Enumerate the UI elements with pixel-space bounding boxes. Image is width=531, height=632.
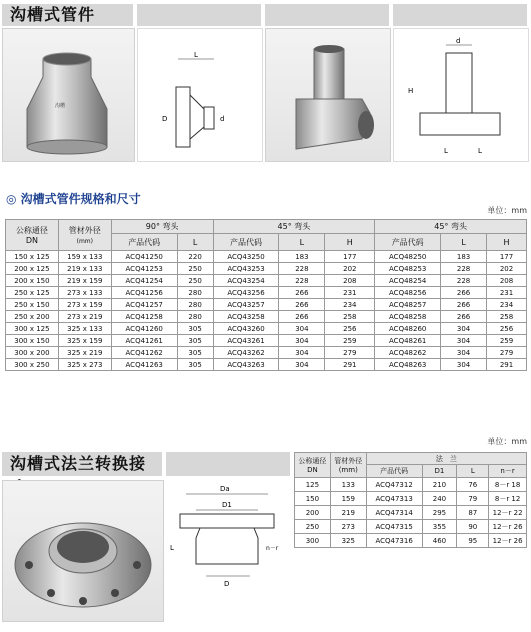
table-cell: ACQ48263	[375, 359, 441, 371]
table-cell: 240	[422, 492, 457, 506]
table-row	[6, 359, 527, 371]
column-header: 产品代码	[213, 234, 279, 251]
table-cell: 125	[295, 478, 331, 492]
table-cell: 300	[295, 534, 331, 548]
table-cell: 210	[422, 478, 457, 492]
flange-diagram	[166, 480, 290, 620]
table-row	[6, 263, 527, 275]
table-cell: ACQ41254	[111, 275, 177, 287]
table-cell: 177	[325, 251, 375, 263]
table-cell: ACQ48257	[375, 299, 441, 311]
column-header: L	[279, 234, 325, 251]
table-cell: 300 x 250	[6, 359, 59, 371]
D-label: D	[224, 580, 230, 588]
table-cell: 304	[441, 335, 487, 347]
section2-title: 沟槽式法兰转换接	[10, 454, 147, 473]
table-cell: 304	[279, 323, 325, 335]
table-cell: 266	[279, 299, 325, 311]
table-cell: 183	[441, 251, 487, 263]
table-cell: 76	[457, 478, 489, 492]
tee-L-label: L	[444, 147, 448, 155]
table-row	[6, 275, 527, 287]
column-header: 产品代码	[375, 234, 441, 251]
table-cell: 266	[279, 287, 325, 299]
flange-group-header: 法 兰	[366, 453, 526, 465]
table-cell: 266	[441, 311, 487, 323]
table-cell: 279	[325, 347, 375, 359]
table-cell: ACQ48250	[375, 251, 441, 263]
table-cell: 8－r 18	[489, 478, 527, 492]
table-cell: 228	[441, 275, 487, 287]
tee-d-label: d	[456, 37, 461, 45]
table-cell: ACQ43263	[213, 359, 279, 371]
table-cell: 79	[457, 492, 489, 506]
L-label: L	[170, 544, 174, 552]
table-cell: ACQ41261	[111, 335, 177, 347]
table-cell: 259	[325, 335, 375, 347]
reducer-d-label: d	[220, 115, 225, 123]
table-cell: 219 x 133	[58, 263, 111, 275]
tee-diagram-panel	[393, 28, 529, 162]
tee-L2-label: L	[478, 147, 482, 155]
section2-header-bar	[2, 452, 162, 476]
table-cell: 305	[177, 359, 213, 371]
table-cell: 12－r 26	[489, 520, 527, 534]
column-header: D1	[422, 465, 457, 478]
table-row	[6, 251, 527, 263]
table-cell: 177	[487, 251, 527, 263]
table-cell: 305	[177, 347, 213, 359]
table-cell: 304	[279, 347, 325, 359]
photo-stamp: 沟槽	[55, 103, 66, 109]
table-cell: ACQ43254	[213, 275, 279, 287]
table-cell: 280	[177, 311, 213, 323]
table-cell: 250 x 125	[6, 287, 59, 299]
table-cell: ACQ43258	[213, 311, 279, 323]
fittings-table	[5, 219, 527, 371]
table-cell: 159 x 133	[58, 251, 111, 263]
unit-label-2: 单位：mm	[487, 437, 527, 446]
tee-H-label: H	[408, 87, 414, 95]
table-row	[6, 287, 527, 299]
column-header: n－r	[489, 465, 527, 478]
table-cell: 304	[279, 335, 325, 347]
reducer-diagram-panel	[137, 28, 263, 162]
table-cell: 325 x 219	[58, 347, 111, 359]
table-cell: 325 x 133	[58, 323, 111, 335]
table-cell: 219 x 159	[58, 275, 111, 287]
table-cell: 258	[487, 311, 527, 323]
table-cell: ACQ43257	[213, 299, 279, 311]
table-cell: ACQ43253	[213, 263, 279, 275]
table-cell: 300 x 150	[6, 335, 59, 347]
spec-title	[6, 190, 141, 207]
table-cell: 256	[487, 323, 527, 335]
table-cell: 90	[457, 520, 489, 534]
table-row	[295, 534, 527, 548]
table-cell: 305	[177, 323, 213, 335]
table-cell: 256	[325, 323, 375, 335]
table-cell: 355	[422, 520, 457, 534]
table-row	[295, 492, 527, 506]
table-cell: 208	[325, 275, 375, 287]
table-cell: 304	[441, 347, 487, 359]
table-row	[6, 347, 527, 359]
table-cell: 234	[487, 299, 527, 311]
table-cell: 159	[330, 492, 366, 506]
table-cell: 228	[279, 275, 325, 287]
flange-photo	[2, 480, 164, 622]
table-cell: 300 x 200	[6, 347, 59, 359]
table-cell: ACQ48254	[375, 275, 441, 287]
spec-title-text: 沟槽式管件规格和尺寸	[20, 192, 141, 206]
table-cell: 325 x 273	[58, 359, 111, 371]
column-header: 产品代码	[366, 465, 422, 478]
table-cell: 305	[177, 335, 213, 347]
table-cell: 150	[295, 492, 331, 506]
table-cell: 202	[487, 263, 527, 275]
table-cell: 300 x 125	[6, 323, 59, 335]
table-cell: 304	[441, 359, 487, 371]
table-row	[6, 323, 527, 335]
table-cell: 291	[325, 359, 375, 371]
group-header: 45° 弯头	[213, 220, 375, 234]
table-cell: 273 x 219	[58, 311, 111, 323]
table-cell: 266	[441, 299, 487, 311]
header-bar-2	[137, 4, 261, 26]
table-cell: 220	[177, 251, 213, 263]
table-cell: 200 x 150	[6, 275, 59, 287]
header-bar-5	[166, 452, 290, 476]
table-cell: ACQ41263	[111, 359, 177, 371]
table-cell: 266	[441, 287, 487, 299]
table-cell: 279	[487, 347, 527, 359]
table-cell: 228	[279, 263, 325, 275]
table-cell: ACQ48253	[375, 263, 441, 275]
table-cell: ACQ43250	[213, 251, 279, 263]
table-cell: 234	[325, 299, 375, 311]
section1-title: 沟槽式管件	[10, 5, 96, 24]
table-cell: ACQ47313	[366, 492, 422, 506]
table-cell: 304	[279, 359, 325, 371]
table-cell: 325 x 159	[58, 335, 111, 347]
table-cell: ACQ48256	[375, 287, 441, 299]
table-cell: 12－r 26	[489, 534, 527, 548]
column-header: L	[457, 465, 489, 478]
table-cell: 280	[177, 299, 213, 311]
section1-header-bar	[2, 4, 133, 26]
table-row	[295, 520, 527, 534]
table-cell: ACQ48260	[375, 323, 441, 335]
table-cell: ACQ41257	[111, 299, 177, 311]
table-cell: ACQ43260	[213, 323, 279, 335]
table-cell: 273 x 133	[58, 287, 111, 299]
dn-header-2: 公称通径 DN	[295, 453, 331, 478]
table-cell: ACQ47316	[366, 534, 422, 548]
table-cell: 87	[457, 506, 489, 520]
table-cell: 460	[422, 534, 457, 548]
tee-diagram	[394, 29, 528, 161]
table-row	[6, 299, 527, 311]
D1-label: D1	[222, 501, 232, 509]
table-row	[295, 506, 527, 520]
table-cell: ACQ41250	[111, 251, 177, 263]
table-cell: 228	[441, 263, 487, 275]
table-cell: 150 x 125	[6, 251, 59, 263]
flange-diagram-panel	[166, 480, 290, 620]
group-header: 90° 弯头	[111, 220, 213, 234]
group-header: 45° 弯头	[375, 220, 527, 234]
table-cell: 208	[487, 275, 527, 287]
table-cell: 95	[457, 534, 489, 548]
tee-photo-image	[266, 29, 390, 161]
table-cell: ACQ47315	[366, 520, 422, 534]
table-cell: ACQ47314	[366, 506, 422, 520]
table-cell: 231	[487, 287, 527, 299]
table-cell: 231	[325, 287, 375, 299]
column-header: H	[487, 234, 527, 251]
Da-label: Da	[220, 485, 230, 493]
table-cell: 280	[177, 287, 213, 299]
column-header: L	[441, 234, 487, 251]
table-cell: 258	[325, 311, 375, 323]
table-cell: ACQ41253	[111, 263, 177, 275]
table-cell: 250 x 200	[6, 311, 59, 323]
bullet-icon: ◎	[6, 192, 17, 206]
table-cell: 295	[422, 506, 457, 520]
tee-photo	[265, 28, 391, 162]
table-cell: 266	[279, 311, 325, 323]
flange-photo-image	[3, 481, 163, 621]
table-cell: 219	[330, 506, 366, 520]
table-cell: 250	[177, 275, 213, 287]
table-cell: 8－r 12	[489, 492, 527, 506]
od-header-2: 管材外径 (mm)	[330, 453, 366, 478]
table-cell: 202	[325, 263, 375, 275]
column-header: H	[325, 234, 375, 251]
n-label: n－r	[266, 545, 279, 552]
table-cell: ACQ41258	[111, 311, 177, 323]
table-row	[6, 335, 527, 347]
od-header: 管材外径 (mm)	[58, 220, 111, 251]
reducer-photo-image	[3, 29, 134, 161]
reducer-L-label: L	[194, 51, 198, 59]
table-cell: ACQ43262	[213, 347, 279, 359]
table-row	[295, 478, 527, 492]
header-bar-4	[393, 4, 527, 26]
table-cell: ACQ41260	[111, 323, 177, 335]
reducer-diagram	[138, 29, 262, 161]
flange-table	[294, 452, 527, 548]
table-cell: ACQ41262	[111, 347, 177, 359]
unit-label-1: 单位：mm	[487, 206, 527, 215]
table-cell: 291	[487, 359, 527, 371]
table-cell: 259	[487, 335, 527, 347]
table-cell: 250	[177, 263, 213, 275]
table-cell: ACQ47312	[366, 478, 422, 492]
table-cell: ACQ48262	[375, 347, 441, 359]
table-cell: 200 x 125	[6, 263, 59, 275]
table-cell: 304	[441, 323, 487, 335]
table-row	[6, 311, 527, 323]
table-cell: ACQ48261	[375, 335, 441, 347]
table-cell: 250	[295, 520, 331, 534]
table-cell: 200	[295, 506, 331, 520]
table-cell: 183	[279, 251, 325, 263]
table-cell: 133	[330, 478, 366, 492]
table-cell: 12－r 22	[489, 506, 527, 520]
table-cell: ACQ48258	[375, 311, 441, 323]
dn-header: 公称通径 DN	[6, 220, 59, 251]
table-cell: 273	[330, 520, 366, 534]
table-cell: 325	[330, 534, 366, 548]
table-cell: ACQ41256	[111, 287, 177, 299]
column-header: L	[177, 234, 213, 251]
table-cell: 250 x 150	[6, 299, 59, 311]
table-cell: ACQ43261	[213, 335, 279, 347]
table-cell: 273 x 159	[58, 299, 111, 311]
column-header: 产品代码	[111, 234, 177, 251]
header-bar-3	[265, 4, 389, 26]
table-cell: ACQ43256	[213, 287, 279, 299]
reducer-D-label: D	[162, 115, 168, 123]
reducer-photo	[2, 28, 135, 162]
